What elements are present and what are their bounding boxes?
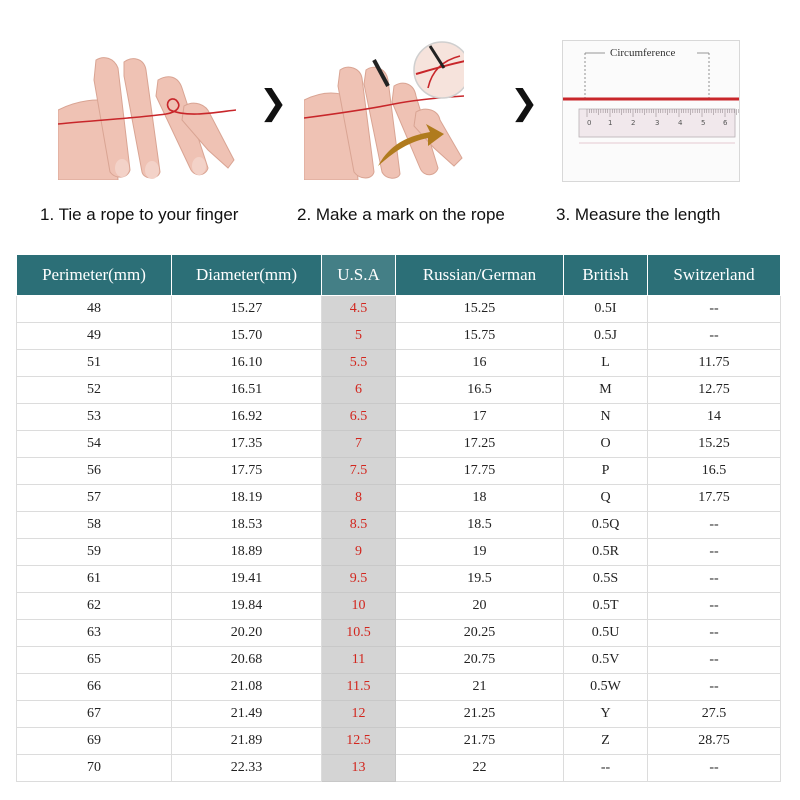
cell-switzerland: 16.5 [648,458,781,485]
cell-russian-german: 15.75 [396,323,564,350]
cell-british: -- [564,755,648,782]
cell-perimeter: 58 [17,512,172,539]
cell-switzerland: -- [648,323,781,350]
ruler-number: 1 [608,119,613,127]
cell-perimeter: 49 [17,323,172,350]
cell-russian-german: 18.5 [396,512,564,539]
cell-switzerland: 12.75 [648,377,781,404]
cell-diameter: 15.27 [172,296,322,323]
table-row [17,593,781,620]
ruler-number: 6 [723,119,728,127]
ruler-number: 4 [678,119,683,127]
table-row [17,431,781,458]
cell-switzerland: -- [648,620,781,647]
table-row [17,485,781,512]
cell-perimeter: 62 [17,593,172,620]
cell-usa: 4.5 [322,296,396,323]
column-header-russian-german: Russian/German [396,255,564,296]
cell-usa: 6 [322,377,396,404]
cell-usa: 10.5 [322,620,396,647]
cell-perimeter: 63 [17,620,172,647]
cell-british: 0.5J [564,323,648,350]
cell-russian-german: 20.75 [396,647,564,674]
cell-perimeter: 53 [17,404,172,431]
table-row [17,377,781,404]
cell-usa: 5 [322,323,396,350]
ruler-number: 3 [655,119,660,127]
cell-russian-german: 17.75 [396,458,564,485]
cell-british: 0.5U [564,620,648,647]
cell-usa: 8 [322,485,396,512]
ruler-number: 2 [631,119,636,127]
cell-usa: 13 [322,755,396,782]
chevron-right-icon: ❯ [259,83,288,123]
cell-switzerland: -- [648,539,781,566]
cell-perimeter: 61 [17,566,172,593]
cell-british: 0.5Q [564,512,648,539]
table-row [17,296,781,323]
column-header-british: British [564,255,648,296]
ruler-number: 0 [587,119,592,127]
cell-usa: 12 [322,701,396,728]
cell-diameter: 17.35 [172,431,322,458]
cell-russian-german: 16.5 [396,377,564,404]
cell-british: 0.5T [564,593,648,620]
cell-perimeter: 54 [17,431,172,458]
cell-usa: 7.5 [322,458,396,485]
column-header-diameter: Diameter(mm) [172,255,322,296]
cell-russian-german: 20.25 [396,620,564,647]
cell-russian-german: 17 [396,404,564,431]
table-row [17,728,781,755]
cell-perimeter: 51 [17,350,172,377]
cell-russian-german: 21.75 [396,728,564,755]
cell-usa: 10 [322,593,396,620]
cell-switzerland: -- [648,566,781,593]
cell-diameter: 21.08 [172,674,322,701]
ring-size-table [16,254,781,782]
cell-diameter: 15.70 [172,323,322,350]
column-header-usa: U.S.A [322,255,396,296]
table-row [17,701,781,728]
cell-british: 0.5V [564,647,648,674]
cell-switzerland: 27.5 [648,701,781,728]
cell-switzerland: -- [648,647,781,674]
cell-perimeter: 52 [17,377,172,404]
table-row [17,620,781,647]
cell-russian-german: 17.25 [396,431,564,458]
cell-usa: 9 [322,539,396,566]
cell-switzerland: 28.75 [648,728,781,755]
table-row [17,755,781,782]
cell-switzerland: -- [648,755,781,782]
table-header-row [17,255,781,296]
column-header-switzerland: Switzerland [648,255,781,296]
ruler-number: 5 [701,119,706,127]
cell-russian-german: 20 [396,593,564,620]
chevron-right-icon: ❯ [510,83,539,123]
cell-usa: 8.5 [322,512,396,539]
cell-diameter: 21.49 [172,701,322,728]
cell-switzerland: -- [648,593,781,620]
cell-british: M [564,377,648,404]
step-3-caption: 3. Measure the length [556,205,721,224]
cell-russian-german: 19.5 [396,566,564,593]
cell-british: Y [564,701,648,728]
table-row [17,350,781,377]
cell-perimeter: 56 [17,458,172,485]
cell-british: Q [564,485,648,512]
cell-diameter: 16.10 [172,350,322,377]
cell-perimeter: 48 [17,296,172,323]
cell-diameter: 22.33 [172,755,322,782]
cell-perimeter: 65 [17,647,172,674]
cell-diameter: 20.68 [172,647,322,674]
cell-diameter: 18.19 [172,485,322,512]
cell-diameter: 19.84 [172,593,322,620]
cell-russian-german: 22 [396,755,564,782]
cell-usa: 9.5 [322,566,396,593]
table-row [17,323,781,350]
cell-diameter: 19.41 [172,566,322,593]
cell-switzerland: -- [648,674,781,701]
cell-perimeter: 67 [17,701,172,728]
cell-usa: 7 [322,431,396,458]
table-row [17,647,781,674]
cell-diameter: 16.92 [172,404,322,431]
cell-switzerland: 14 [648,404,781,431]
cell-british: 0.5R [564,539,648,566]
cell-british: N [564,404,648,431]
cell-perimeter: 70 [17,755,172,782]
cell-russian-german: 21 [396,674,564,701]
cell-switzerland: -- [648,512,781,539]
table-row [17,539,781,566]
table-row [17,674,781,701]
cell-british: O [564,431,648,458]
cell-switzerland: 15.25 [648,431,781,458]
table-row [17,512,781,539]
table-row [17,458,781,485]
cell-usa: 5.5 [322,350,396,377]
cell-british: 0.5W [564,674,648,701]
cell-switzerland: 17.75 [648,485,781,512]
step-1-caption: 1. Tie a rope to your finger [40,205,239,224]
cell-switzerland: -- [648,296,781,323]
column-header-perimeter: Perimeter(mm) [17,255,172,296]
circumference-label: Circumference [610,47,676,59]
cell-russian-german: 16 [396,350,564,377]
cell-british: P [564,458,648,485]
table-row [17,566,781,593]
cell-perimeter: 57 [17,485,172,512]
step1-hand-image [58,40,236,180]
cell-switzerland: 11.75 [648,350,781,377]
cell-british: Z [564,728,648,755]
cell-british: 0.5S [564,566,648,593]
cell-usa: 11 [322,647,396,674]
cell-diameter: 17.75 [172,458,322,485]
cell-perimeter: 66 [17,674,172,701]
cell-russian-german: 15.25 [396,296,564,323]
step3-ruler-image [562,40,740,182]
cell-diameter: 16.51 [172,377,322,404]
cell-diameter: 21.89 [172,728,322,755]
cell-diameter: 18.53 [172,512,322,539]
cell-usa: 11.5 [322,674,396,701]
cell-perimeter: 59 [17,539,172,566]
cell-usa: 12.5 [322,728,396,755]
cell-diameter: 18.89 [172,539,322,566]
cell-diameter: 20.20 [172,620,322,647]
cell-russian-german: 18 [396,485,564,512]
cell-british: L [564,350,648,377]
cell-russian-german: 21.25 [396,701,564,728]
table-row [17,404,781,431]
cell-russian-german: 19 [396,539,564,566]
step2-hand-image [304,40,464,180]
step-2-caption: 2. Make a mark on the rope [297,205,505,224]
cell-perimeter: 69 [17,728,172,755]
cell-usa: 6.5 [322,404,396,431]
cell-british: 0.5I [564,296,648,323]
